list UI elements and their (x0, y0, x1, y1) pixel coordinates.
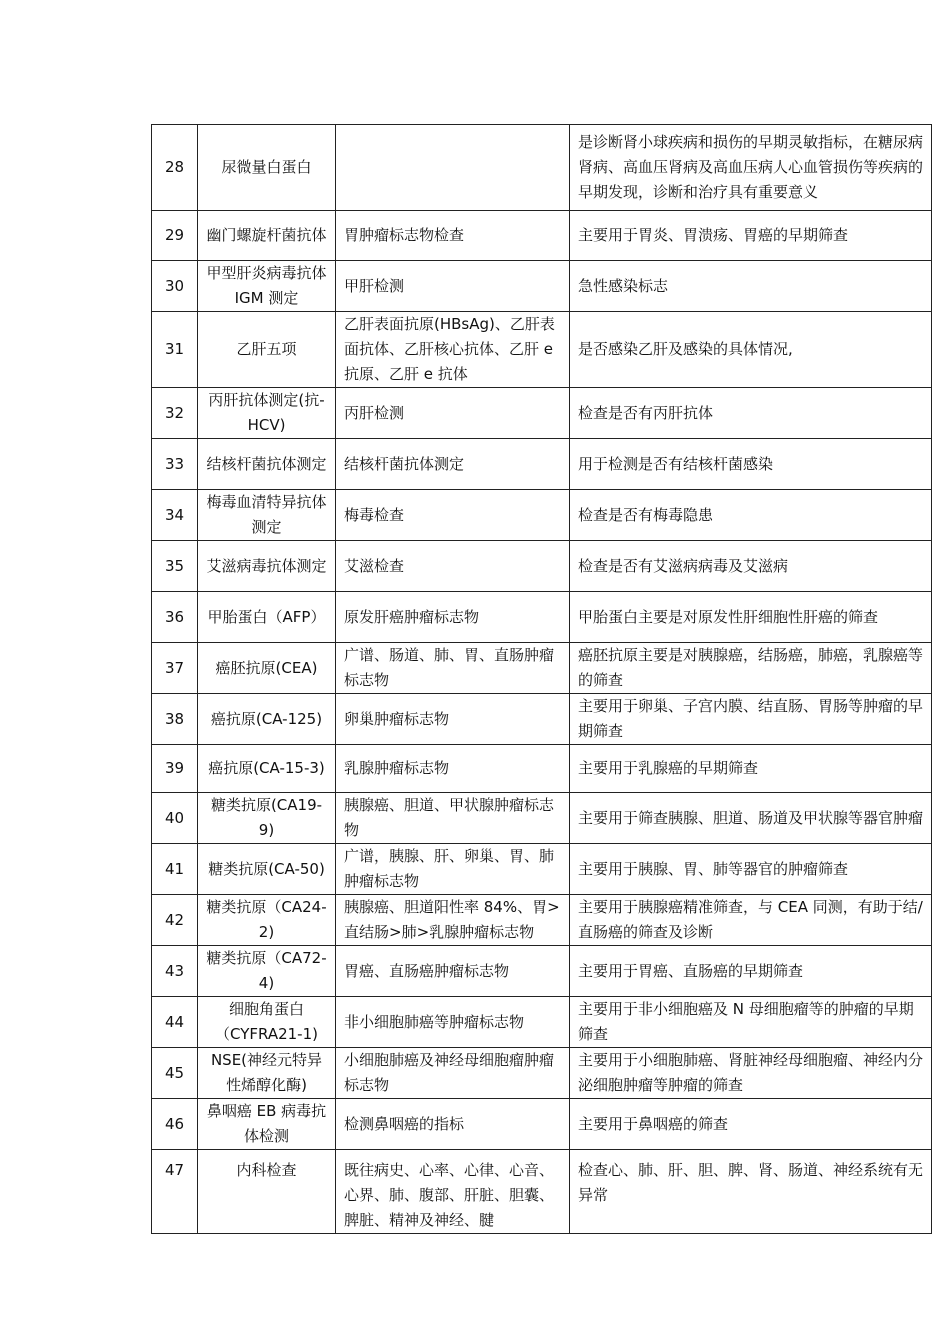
exam-description-cell: 主要用于筛查胰腺、胆道、肠道及甲状腺等器官肿瘤 (570, 793, 932, 844)
exam-description-cell: 是诊断肾小球疾病和损伤的早期灵敏指标，在糖尿病肾病、高血压肾病及高血压病人心血管损伤等疾病的早期发现，诊断和治疗具有重要意义 (570, 125, 932, 211)
row-number-cell: 45 (152, 1048, 198, 1099)
table-row (152, 1150, 932, 1234)
exam-item-cell: 乙肝表面抗原(HBsAg)、乙肝表面抗体、乙肝核心抗体、乙肝 e 抗原、乙肝 e 抗体 (336, 312, 570, 388)
exam-description-cell: 主要用于小细胞肺癌、肾脏神经母细胞瘤、神经内分泌细胞肿瘤等肿瘤的筛查 (570, 1048, 932, 1099)
row-number-cell: 40 (152, 793, 198, 844)
exam-name-cell: 糖类抗原（CA24-2) (198, 895, 336, 946)
exam-name-cell: 甲胎蛋白（AFP） (198, 592, 336, 643)
table-row (152, 211, 932, 261)
exam-item-cell: 丙肝检测 (336, 388, 570, 439)
exam-name-cell: 细胞角蛋白（CYFRA21-1) (198, 997, 336, 1048)
table-row (152, 1048, 932, 1099)
table-row (152, 439, 932, 490)
table-row (152, 694, 932, 745)
row-number-cell: 29 (152, 211, 198, 261)
exam-name-cell: 幽门螺旋杆菌抗体 (198, 211, 336, 261)
table-row (152, 125, 932, 211)
exam-item-cell (336, 125, 570, 211)
row-number-cell: 36 (152, 592, 198, 643)
exam-table (151, 124, 932, 1234)
exam-name-cell: 糖类抗原(CA19-9) (198, 793, 336, 844)
exam-item-cell: 胰腺癌、胆道阳性率 84%、胃>直结肠>肺>乳腺肿瘤标志物 (336, 895, 570, 946)
exam-description-cell: 检查是否有艾滋病病毒及艾滋病 (570, 541, 932, 592)
row-number-cell: 38 (152, 694, 198, 745)
table-row (152, 261, 932, 312)
exam-name-cell: 糖类抗原(CA-50) (198, 844, 336, 895)
exam-description-cell: 是否感染乙肝及感染的具体情况, (570, 312, 932, 388)
table-row (152, 643, 932, 694)
table-row (152, 541, 932, 592)
exam-name-cell: 丙肝抗体测定(抗-HCV) (198, 388, 336, 439)
table-row (152, 388, 932, 439)
exam-name-cell: 甲型肝炎病毒抗体 IGM 测定 (198, 261, 336, 312)
exam-item-cell: 艾滋检查 (336, 541, 570, 592)
exam-description-cell: 癌胚抗原主要是对胰腺癌，结肠癌，肺癌，乳腺癌等的筛查 (570, 643, 932, 694)
exam-name-cell: 内科检查 (198, 1150, 336, 1234)
exam-name-cell: 梅毒血清特异抗体测定 (198, 490, 336, 541)
exam-description-cell: 检查是否有梅毒隐患 (570, 490, 932, 541)
row-number-cell: 42 (152, 895, 198, 946)
table-row (152, 793, 932, 844)
exam-item-cell: 原发肝癌肿瘤标志物 (336, 592, 570, 643)
table-row (152, 312, 932, 388)
table-row (152, 997, 932, 1048)
exam-description-cell: 主要用于乳腺癌的早期筛查 (570, 745, 932, 793)
table-row (152, 1099, 932, 1150)
exam-item-cell: 甲肝检测 (336, 261, 570, 312)
exam-item-cell: 结核杆菌抗体测定 (336, 439, 570, 490)
row-number-cell: 47 (152, 1150, 198, 1234)
row-number-cell: 33 (152, 439, 198, 490)
row-number-cell: 39 (152, 745, 198, 793)
exam-name-cell: 结核杆菌抗体测定 (198, 439, 336, 490)
exam-item-cell: 胰腺癌、胆道、甲状腺肿瘤标志物 (336, 793, 570, 844)
exam-description-cell: 急性感染标志 (570, 261, 932, 312)
exam-item-cell: 胃癌、直肠癌肿瘤标志物 (336, 946, 570, 997)
row-number-cell: 31 (152, 312, 198, 388)
row-number-cell: 34 (152, 490, 198, 541)
row-number-cell: 28 (152, 125, 198, 211)
exam-item-cell: 检测鼻咽癌的指标 (336, 1099, 570, 1150)
table-row (152, 946, 932, 997)
exam-name-cell: 尿微量白蛋白 (198, 125, 336, 211)
table-row (152, 592, 932, 643)
table-row (152, 745, 932, 793)
exam-description-cell: 检查是否有丙肝抗体 (570, 388, 932, 439)
exam-name-cell: 艾滋病毒抗体测定 (198, 541, 336, 592)
exam-name-cell: NSE(神经元特异性烯醇化酶) (198, 1048, 336, 1099)
exam-item-cell: 非小细胞肺癌等肿瘤标志物 (336, 997, 570, 1048)
exam-name-cell: 鼻咽癌 EB 病毒抗体检测 (198, 1099, 336, 1150)
table-row (152, 895, 932, 946)
row-number-cell: 32 (152, 388, 198, 439)
table-body (152, 125, 932, 1234)
exam-name-cell: 糖类抗原（CA72-4) (198, 946, 336, 997)
row-number-cell: 43 (152, 946, 198, 997)
exam-item-cell: 既往病史、心率、心律、心音、心界、肺、腹部、肝脏、胆囊、脾脏、精神及神经、腱 (336, 1150, 570, 1234)
row-number-cell: 44 (152, 997, 198, 1048)
exam-item-cell: 卵巢肿瘤标志物 (336, 694, 570, 745)
exam-description-cell: 主要用于胃癌、直肠癌的早期筛查 (570, 946, 932, 997)
row-number-cell: 46 (152, 1099, 198, 1150)
table-row (152, 490, 932, 541)
exam-items-table (151, 124, 931, 1234)
exam-description-cell: 主要用于鼻咽癌的筛查 (570, 1099, 932, 1150)
exam-description-cell: 用于检测是否有结核杆菌感染 (570, 439, 932, 490)
exam-name-cell: 癌胚抗原(CEA) (198, 643, 336, 694)
exam-item-cell: 广谱，胰腺、肝、卵巢、胃、肺肿瘤标志物 (336, 844, 570, 895)
exam-name-cell: 癌抗原(CA-15-3) (198, 745, 336, 793)
row-number-cell: 30 (152, 261, 198, 312)
exam-item-cell: 乳腺肿瘤标志物 (336, 745, 570, 793)
exam-item-cell: 广谱、肠道、肺、胃、直肠肿瘤标志物 (336, 643, 570, 694)
row-number-cell: 35 (152, 541, 198, 592)
exam-description-cell: 甲胎蛋白主要是对原发性肝细胞性肝癌的筛查 (570, 592, 932, 643)
table-row (152, 844, 932, 895)
exam-item-cell: 胃肿瘤标志物检查 (336, 211, 570, 261)
exam-name-cell: 癌抗原(CA-125) (198, 694, 336, 745)
exam-description-cell: 检查心、肺、肝、胆、脾、肾、肠道、神经系统有无异常 (570, 1150, 932, 1234)
exam-name-cell: 乙肝五项 (198, 312, 336, 388)
row-number-cell: 41 (152, 844, 198, 895)
exam-description-cell: 主要用于胰腺癌精准筛查，与 CEA 同测，有助于结/直肠癌的筛查及诊断 (570, 895, 932, 946)
exam-item-cell: 小细胞肺癌及神经母细胞瘤肿瘤标志物 (336, 1048, 570, 1099)
exam-description-cell: 主要用于胰腺、胃、肺等器官的肿瘤筛查 (570, 844, 932, 895)
row-number-cell: 37 (152, 643, 198, 694)
exam-description-cell: 主要用于胃炎、胃溃疡、胃癌的早期筛查 (570, 211, 932, 261)
exam-description-cell: 主要用于卵巢、子宫内膜、结直肠、胃肠等肿瘤的早期筛查 (570, 694, 932, 745)
exam-description-cell: 主要用于非小细胞癌及 N 母细胞瘤等的肿瘤的早期筛查 (570, 997, 932, 1048)
exam-item-cell: 梅毒检查 (336, 490, 570, 541)
